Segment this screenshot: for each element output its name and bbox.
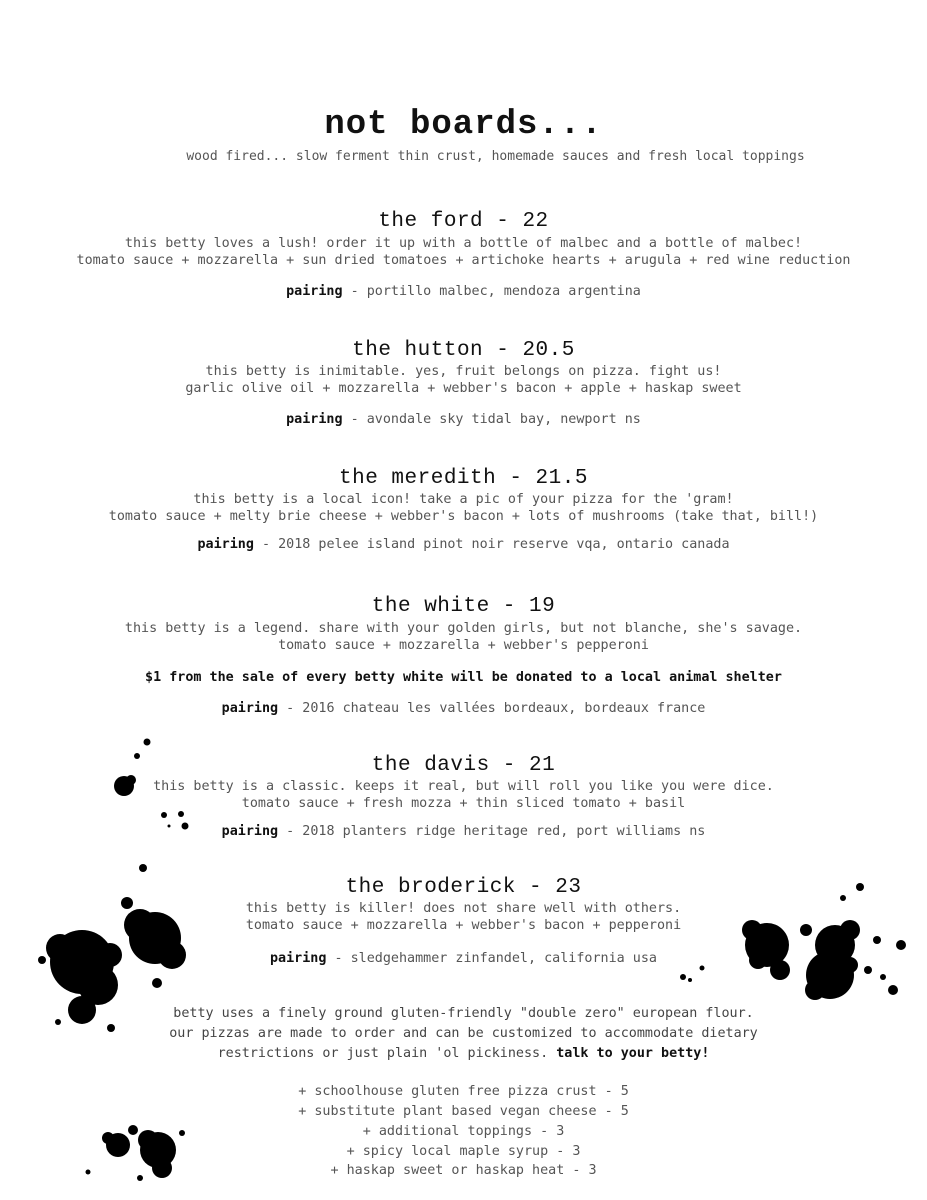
flour-note-line [0,1044,927,1064]
donation-note: $1 from the sale of every betty white will be donated to a local animal shelter [145,670,782,685]
pairing-wine: - avondale sky tidal bay, newport ns [342,412,641,427]
addon-item: + spicy local maple syrup - 3 [346,1144,581,1159]
pairing-label: pairing [197,537,254,552]
menu-title: not boards... [324,106,603,144]
talk-to-your-betty: talk to your betty! [556,1046,710,1061]
pairing-label: pairing [270,951,327,966]
pizza-toppings: tomato sauce + mozzarella + webber's bacon + pepperoni [245,918,682,933]
pizza-toppings: tomato sauce + mozzarella + sun dried tomatoes + artichoke hearts + arugula + red wine reduction [76,253,851,268]
pizza-tagline: this betty loves a lush! order it up with a bottle of malbec and a bottle of malbec! [124,236,803,251]
pizza-name: the meredith - 21.5 [339,467,588,490]
pizza-toppings: tomato sauce + mozzarella + webber's pepperoni [278,638,649,653]
pizza-tagline: this betty is a classic. keeps it real, but will roll you like you were dice. [153,779,774,794]
pairing-wine: - 2018 planters ridge heritage red, port williams ns [278,824,706,839]
pizza-tagline: this betty is a legend. share with your golden girls, but not blanche, she's savage. [124,621,803,636]
flour-note-text: restrictions or just plain 'ol pickiness. [217,1046,557,1061]
pairing-label: pairing [221,701,279,716]
pairing-wine: - 2018 pelee island pinot noir reserve vqa, ontario canada [253,537,730,552]
pizza-tagline: this betty is inimitable. yes, fruit belongs on pizza. fight us! [205,364,722,379]
pairing-wine: - portillo malbec, mendoza argentina [342,284,641,299]
pizza-tagline: this betty is a local icon! take a pic of your pizza for the 'gram! [193,492,734,507]
addon-item: + haskap sweet or haskap heat - 3 [330,1163,597,1178]
addon-item: + schoolhouse gluten free pizza crust - 5 [298,1084,629,1099]
pairing-label: pairing [221,824,279,839]
pairing-label: pairing [286,284,343,299]
pizza-pairing [0,951,927,966]
pizza-name: the white - 19 [371,595,556,618]
addon-item: + substitute plant based vegan cheese - 5 [298,1104,629,1119]
pizza-name: the broderick - 23 [345,876,582,899]
pizza-name: the ford - 22 [378,210,549,233]
pairing-label: pairing [286,412,343,427]
flour-note-line: betty uses a finely ground gluten-friendly "double zero" european flour. [173,1006,754,1021]
pairing-wine: - sledgehammer zinfandel, california usa [326,951,657,966]
pairing-wine: - 2016 chateau les vallées bordeaux, bordeaux france [278,701,706,716]
pizza-pairing [0,284,927,299]
pizza-pairing [0,824,927,839]
flour-note-line: our pizzas are made to order and can be customized to accommodate dietary [169,1026,758,1041]
pizza-pairing [0,537,927,552]
pizza-pairing [0,412,927,427]
pizza-name: the hutton - 20.5 [352,339,575,362]
menu-subtitle: wood fired... slow ferment thin crust, homemade sauces and fresh local toppings [186,149,805,164]
pizza-toppings: tomato sauce + fresh mozza + thin sliced tomato + basil [241,796,686,811]
pizza-tagline: this betty is killer! does not share well with others. [245,901,682,916]
pizza-name: the davis - 21 [371,754,556,777]
pizza-toppings: garlic olive oil + mozzarella + webber's bacon + apple + haskap sweet [185,381,742,396]
pizza-toppings: tomato sauce + melty brie cheese + webber's bacon + lots of mushrooms (take that, bill!) [108,509,819,524]
addon-item: + additional toppings - 3 [362,1124,565,1139]
pizza-pairing [0,701,927,716]
